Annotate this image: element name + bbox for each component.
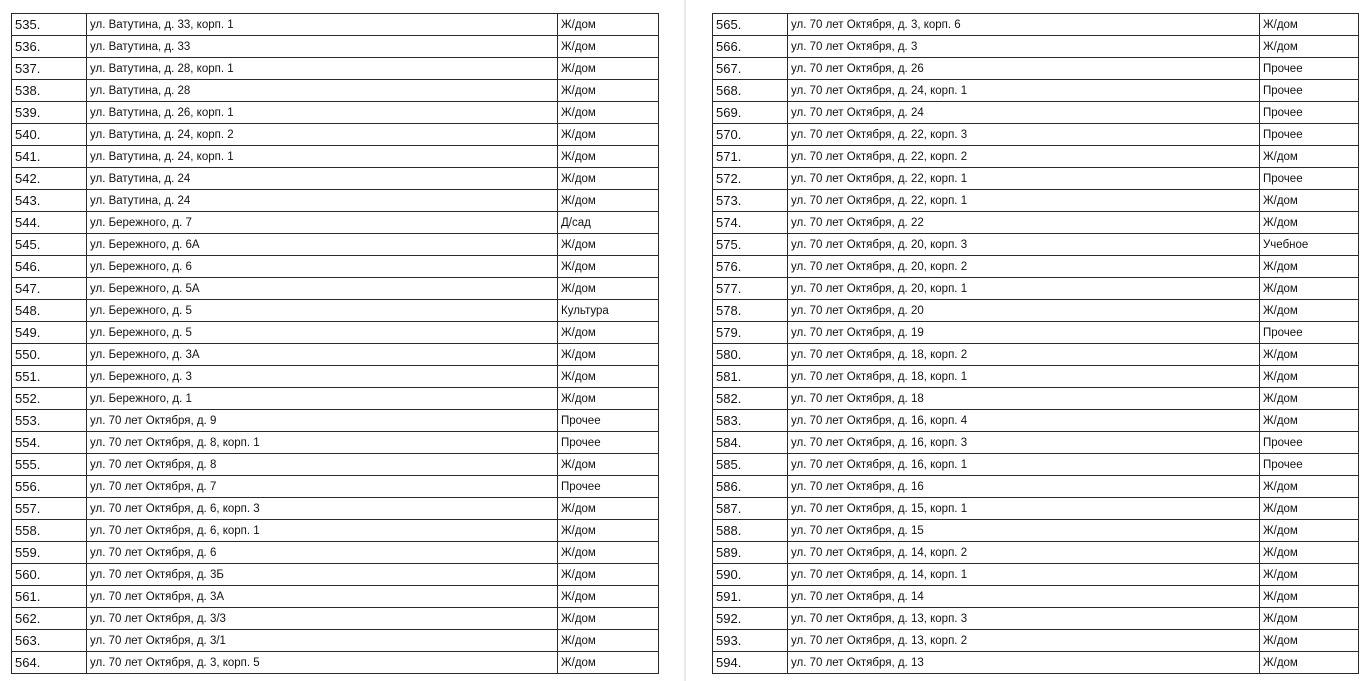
row-type: Ж/дом <box>558 652 659 674</box>
row-type: Ж/дом <box>1260 498 1359 520</box>
table-row <box>713 256 1359 278</box>
row-address: ул. Бережного, д. 3А <box>87 344 558 366</box>
row-type: Учебное <box>1260 234 1359 256</box>
table-row <box>713 58 1359 80</box>
table-row <box>12 564 659 586</box>
row-number: 589. <box>713 542 788 564</box>
row-number: 587. <box>713 498 788 520</box>
table-row <box>713 14 1359 36</box>
row-type: Ж/дом <box>558 256 659 278</box>
row-type: Прочее <box>1260 454 1359 476</box>
row-type: Ж/дом <box>558 498 659 520</box>
row-type: Ж/дом <box>558 388 659 410</box>
row-address: ул. 70 лет Октября, д. 3А <box>87 586 558 608</box>
table-row <box>12 476 659 498</box>
table-row <box>713 124 1359 146</box>
row-address: ул. Ватутина, д. 28, корп. 1 <box>87 58 558 80</box>
right-page <box>686 0 1370 681</box>
table-row <box>713 498 1359 520</box>
row-address: ул. 70 лет Октября, д. 20 <box>788 300 1260 322</box>
row-address: ул. 70 лет Октября, д. 16, корп. 3 <box>788 432 1260 454</box>
table-row <box>12 36 659 58</box>
row-type: Ж/дом <box>558 344 659 366</box>
table-row <box>713 388 1359 410</box>
row-type: Ж/дом <box>558 630 659 652</box>
table-row <box>713 652 1359 674</box>
row-number: 555. <box>12 454 87 476</box>
row-address: ул. 70 лет Октября, д. 22, корп. 1 <box>788 190 1260 212</box>
row-number: 591. <box>713 586 788 608</box>
row-address: ул. 70 лет Октября, д. 3, корп. 5 <box>87 652 558 674</box>
row-number: 582. <box>713 388 788 410</box>
row-address: ул. Бережного, д. 1 <box>87 388 558 410</box>
row-address: ул. 70 лет Октября, д. 16, корп. 1 <box>788 454 1260 476</box>
left-table-body <box>12 14 659 674</box>
row-address: ул. 70 лет Октября, д. 24 <box>788 102 1260 124</box>
row-number: 566. <box>713 36 788 58</box>
row-type: Ж/дом <box>558 14 659 36</box>
row-address: ул. 70 лет Октября, д. 3/1 <box>87 630 558 652</box>
row-number: 541. <box>12 146 87 168</box>
row-type: Прочее <box>1260 58 1359 80</box>
row-number: 563. <box>12 630 87 652</box>
row-address: ул. 70 лет Октября, д. 22, корп. 2 <box>788 146 1260 168</box>
row-type: Прочее <box>1260 102 1359 124</box>
table-row <box>12 58 659 80</box>
row-number: 574. <box>713 212 788 234</box>
row-number: 576. <box>713 256 788 278</box>
table-row <box>713 278 1359 300</box>
row-number: 556. <box>12 476 87 498</box>
row-address: ул. Ватутина, д. 24, корп. 2 <box>87 124 558 146</box>
row-address: ул. Ватутина, д. 24, корп. 1 <box>87 146 558 168</box>
row-address: ул. Ватутина, д. 24 <box>87 190 558 212</box>
row-address: ул. 70 лет Октября, д. 13, корп. 2 <box>788 630 1260 652</box>
table-row <box>12 630 659 652</box>
table-row <box>12 256 659 278</box>
row-address: ул. 70 лет Октября, д. 20, корп. 1 <box>788 278 1260 300</box>
table-row <box>12 80 659 102</box>
table-row <box>12 322 659 344</box>
row-type: Ж/дом <box>558 542 659 564</box>
table-row <box>12 498 659 520</box>
table-row <box>713 322 1359 344</box>
row-number: 554. <box>12 432 87 454</box>
row-number: 575. <box>713 234 788 256</box>
row-address: ул. 70 лет Октября, д. 13, корп. 3 <box>788 608 1260 630</box>
row-type: Ж/дом <box>558 102 659 124</box>
row-type: Ж/дом <box>1260 212 1359 234</box>
table-row <box>12 300 659 322</box>
row-number: 585. <box>713 454 788 476</box>
row-number: 558. <box>12 520 87 542</box>
row-address: ул. 70 лет Октября, д. 15 <box>788 520 1260 542</box>
row-address: ул. 70 лет Октября, д. 22, корп. 1 <box>788 168 1260 190</box>
table-row <box>713 36 1359 58</box>
row-number: 571. <box>713 146 788 168</box>
row-type: Прочее <box>1260 80 1359 102</box>
row-type: Ж/дом <box>558 58 659 80</box>
row-type: Ж/дом <box>558 36 659 58</box>
row-number: 544. <box>12 212 87 234</box>
row-type: Ж/дом <box>1260 366 1359 388</box>
row-address: ул. 70 лет Октября, д. 3, корп. 6 <box>788 14 1260 36</box>
row-type: Ж/дом <box>1260 278 1359 300</box>
row-number: 548. <box>12 300 87 322</box>
row-address: ул. 70 лет Октября, д. 14 <box>788 586 1260 608</box>
row-number: 581. <box>713 366 788 388</box>
row-address: ул. 70 лет Октября, д. 3Б <box>87 564 558 586</box>
row-type: Ж/дом <box>558 146 659 168</box>
table-row <box>12 278 659 300</box>
row-number: 568. <box>713 80 788 102</box>
row-address: ул. Бережного, д. 5А <box>87 278 558 300</box>
table-row <box>12 168 659 190</box>
row-address: ул. Бережного, д. 7 <box>87 212 558 234</box>
row-type: Ж/дом <box>1260 388 1359 410</box>
row-number: 562. <box>12 608 87 630</box>
table-row <box>713 586 1359 608</box>
row-type: Ж/дом <box>558 454 659 476</box>
table-row <box>12 388 659 410</box>
row-address: ул. 70 лет Октября, д. 22, корп. 3 <box>788 124 1260 146</box>
row-number: 535. <box>12 14 87 36</box>
row-type: Ж/дом <box>558 366 659 388</box>
row-address: ул. Бережного, д. 5 <box>87 300 558 322</box>
row-type: Ж/дом <box>1260 410 1359 432</box>
table-row <box>12 124 659 146</box>
row-address: ул. 70 лет Октября, д. 16, корп. 4 <box>788 410 1260 432</box>
row-number: 547. <box>12 278 87 300</box>
row-number: 590. <box>713 564 788 586</box>
table-row <box>713 608 1359 630</box>
row-number: 579. <box>713 322 788 344</box>
table-row <box>713 454 1359 476</box>
row-type: Ж/дом <box>1260 564 1359 586</box>
row-number: 572. <box>713 168 788 190</box>
row-number: 546. <box>12 256 87 278</box>
table-row <box>12 608 659 630</box>
row-address: ул. Ватутина, д. 33 <box>87 36 558 58</box>
row-type: Ж/дом <box>1260 146 1359 168</box>
table-row <box>12 212 659 234</box>
row-address: ул. 70 лет Октября, д. 18, корп. 1 <box>788 366 1260 388</box>
row-type: Ж/дом <box>1260 14 1359 36</box>
row-address: ул. 70 лет Октября, д. 6, корп. 3 <box>87 498 558 520</box>
row-type: Прочее <box>1260 432 1359 454</box>
row-type: Прочее <box>1260 322 1359 344</box>
table-row <box>12 454 659 476</box>
row-number: 540. <box>12 124 87 146</box>
table-row <box>713 630 1359 652</box>
row-type: Д/сад <box>558 212 659 234</box>
row-address: ул. 70 лет Октября, д. 6 <box>87 542 558 564</box>
row-type: Ж/дом <box>1260 652 1359 674</box>
row-address: ул. 70 лет Октября, д. 15, корп. 1 <box>788 498 1260 520</box>
row-type: Ж/дом <box>558 608 659 630</box>
row-type: Культура <box>558 300 659 322</box>
table-row <box>12 520 659 542</box>
row-number: 537. <box>12 58 87 80</box>
table-row <box>713 212 1359 234</box>
row-type: Ж/дом <box>1260 520 1359 542</box>
row-number: 564. <box>12 652 87 674</box>
table-row <box>713 146 1359 168</box>
row-number: 536. <box>12 36 87 58</box>
table-row <box>12 146 659 168</box>
row-type: Ж/дом <box>558 586 659 608</box>
row-address: ул. Бережного, д. 6А <box>87 234 558 256</box>
table-row <box>12 102 659 124</box>
row-number: 539. <box>12 102 87 124</box>
row-number: 542. <box>12 168 87 190</box>
table-row <box>713 344 1359 366</box>
row-type: Ж/дом <box>1260 190 1359 212</box>
row-type: Ж/дом <box>558 80 659 102</box>
row-address: ул. Бережного, д. 3 <box>87 366 558 388</box>
table-row <box>713 366 1359 388</box>
row-type: Ж/дом <box>558 234 659 256</box>
table-row <box>713 476 1359 498</box>
row-address: ул. 70 лет Октября, д. 13 <box>788 652 1260 674</box>
row-number: 557. <box>12 498 87 520</box>
row-type: Ж/дом <box>1260 608 1359 630</box>
row-address: ул. 70 лет Октября, д. 19 <box>788 322 1260 344</box>
table-row <box>12 410 659 432</box>
row-number: 583. <box>713 410 788 432</box>
row-address: ул. 70 лет Октября, д. 3 <box>788 36 1260 58</box>
table-row <box>713 520 1359 542</box>
row-type: Ж/дом <box>558 168 659 190</box>
table-row <box>12 542 659 564</box>
left-address-table <box>11 13 659 674</box>
table-row <box>12 14 659 36</box>
row-address: ул. 70 лет Октября, д. 14, корп. 2 <box>788 542 1260 564</box>
row-type: Ж/дом <box>558 564 659 586</box>
row-type: Ж/дом <box>558 520 659 542</box>
table-row <box>12 190 659 212</box>
table-row <box>713 300 1359 322</box>
row-address: ул. 70 лет Октября, д. 22 <box>788 212 1260 234</box>
row-number: 549. <box>12 322 87 344</box>
row-number: 561. <box>12 586 87 608</box>
table-row <box>12 652 659 674</box>
table-row <box>713 432 1359 454</box>
row-type: Прочее <box>1260 124 1359 146</box>
row-type: Ж/дом <box>558 322 659 344</box>
row-address: ул. 70 лет Октября, д. 7 <box>87 476 558 498</box>
table-row <box>713 168 1359 190</box>
row-number: 538. <box>12 80 87 102</box>
row-type: Ж/дом <box>558 124 659 146</box>
row-type: Ж/дом <box>1260 300 1359 322</box>
row-address: ул. Ватутина, д. 33, корп. 1 <box>87 14 558 36</box>
row-address: ул. Ватутина, д. 26, корп. 1 <box>87 102 558 124</box>
row-address: ул. Ватутина, д. 28 <box>87 80 558 102</box>
row-address: ул. 70 лет Октября, д. 6, корп. 1 <box>87 520 558 542</box>
row-number: 573. <box>713 190 788 212</box>
row-number: 559. <box>12 542 87 564</box>
row-type: Ж/дом <box>1260 586 1359 608</box>
table-row <box>12 344 659 366</box>
row-type: Ж/дом <box>1260 476 1359 498</box>
row-number: 551. <box>12 366 87 388</box>
table-row <box>713 80 1359 102</box>
row-number: 553. <box>12 410 87 432</box>
table-row <box>713 102 1359 124</box>
row-number: 570. <box>713 124 788 146</box>
table-row <box>713 234 1359 256</box>
row-number: 543. <box>12 190 87 212</box>
row-address: ул. 70 лет Октября, д. 8, корп. 1 <box>87 432 558 454</box>
table-row <box>12 432 659 454</box>
table-row <box>713 564 1359 586</box>
row-number: 560. <box>12 564 87 586</box>
left-page <box>0 0 684 681</box>
row-type: Ж/дом <box>1260 542 1359 564</box>
row-number: 586. <box>713 476 788 498</box>
row-type: Ж/дом <box>1260 256 1359 278</box>
row-number: 565. <box>713 14 788 36</box>
row-address: ул. 70 лет Октября, д. 24, корп. 1 <box>788 80 1260 102</box>
row-address: ул. 70 лет Октября, д. 18, корп. 2 <box>788 344 1260 366</box>
table-row <box>713 410 1359 432</box>
row-type: Прочее <box>1260 168 1359 190</box>
table-row <box>12 586 659 608</box>
row-type: Ж/дом <box>558 190 659 212</box>
row-type: Ж/дом <box>1260 344 1359 366</box>
row-type: Ж/дом <box>1260 36 1359 58</box>
row-address: ул. 70 лет Октября, д. 16 <box>788 476 1260 498</box>
row-number: 584. <box>713 432 788 454</box>
row-address: ул. Бережного, д. 6 <box>87 256 558 278</box>
row-address: ул. 70 лет Октября, д. 3/3 <box>87 608 558 630</box>
row-address: ул. 70 лет Октября, д. 18 <box>788 388 1260 410</box>
row-number: 588. <box>713 520 788 542</box>
table-row <box>713 542 1359 564</box>
row-number: 594. <box>713 652 788 674</box>
row-address: ул. 70 лет Октября, д. 20, корп. 2 <box>788 256 1260 278</box>
row-type: Ж/дом <box>1260 630 1359 652</box>
row-type: Прочее <box>558 432 659 454</box>
row-number: 577. <box>713 278 788 300</box>
row-address: ул. 70 лет Октября, д. 14, корп. 1 <box>788 564 1260 586</box>
row-number: 578. <box>713 300 788 322</box>
row-type: Ж/дом <box>558 278 659 300</box>
row-number: 593. <box>713 630 788 652</box>
table-row <box>713 190 1359 212</box>
row-number: 569. <box>713 102 788 124</box>
row-address: ул. 70 лет Октября, д. 26 <box>788 58 1260 80</box>
row-address: ул. 70 лет Октября, д. 20, корп. 3 <box>788 234 1260 256</box>
right-table-body <box>713 14 1359 674</box>
row-address: ул. Бережного, д. 5 <box>87 322 558 344</box>
table-row <box>12 234 659 256</box>
row-type: Прочее <box>558 410 659 432</box>
row-address: ул. Ватутина, д. 24 <box>87 168 558 190</box>
right-address-table <box>712 13 1359 674</box>
table-row <box>12 366 659 388</box>
row-type: Прочее <box>558 476 659 498</box>
row-number: 545. <box>12 234 87 256</box>
row-number: 592. <box>713 608 788 630</box>
row-number: 567. <box>713 58 788 80</box>
row-number: 580. <box>713 344 788 366</box>
row-address: ул. 70 лет Октября, д. 9 <box>87 410 558 432</box>
row-address: ул. 70 лет Октября, д. 8 <box>87 454 558 476</box>
row-number: 550. <box>12 344 87 366</box>
row-number: 552. <box>12 388 87 410</box>
